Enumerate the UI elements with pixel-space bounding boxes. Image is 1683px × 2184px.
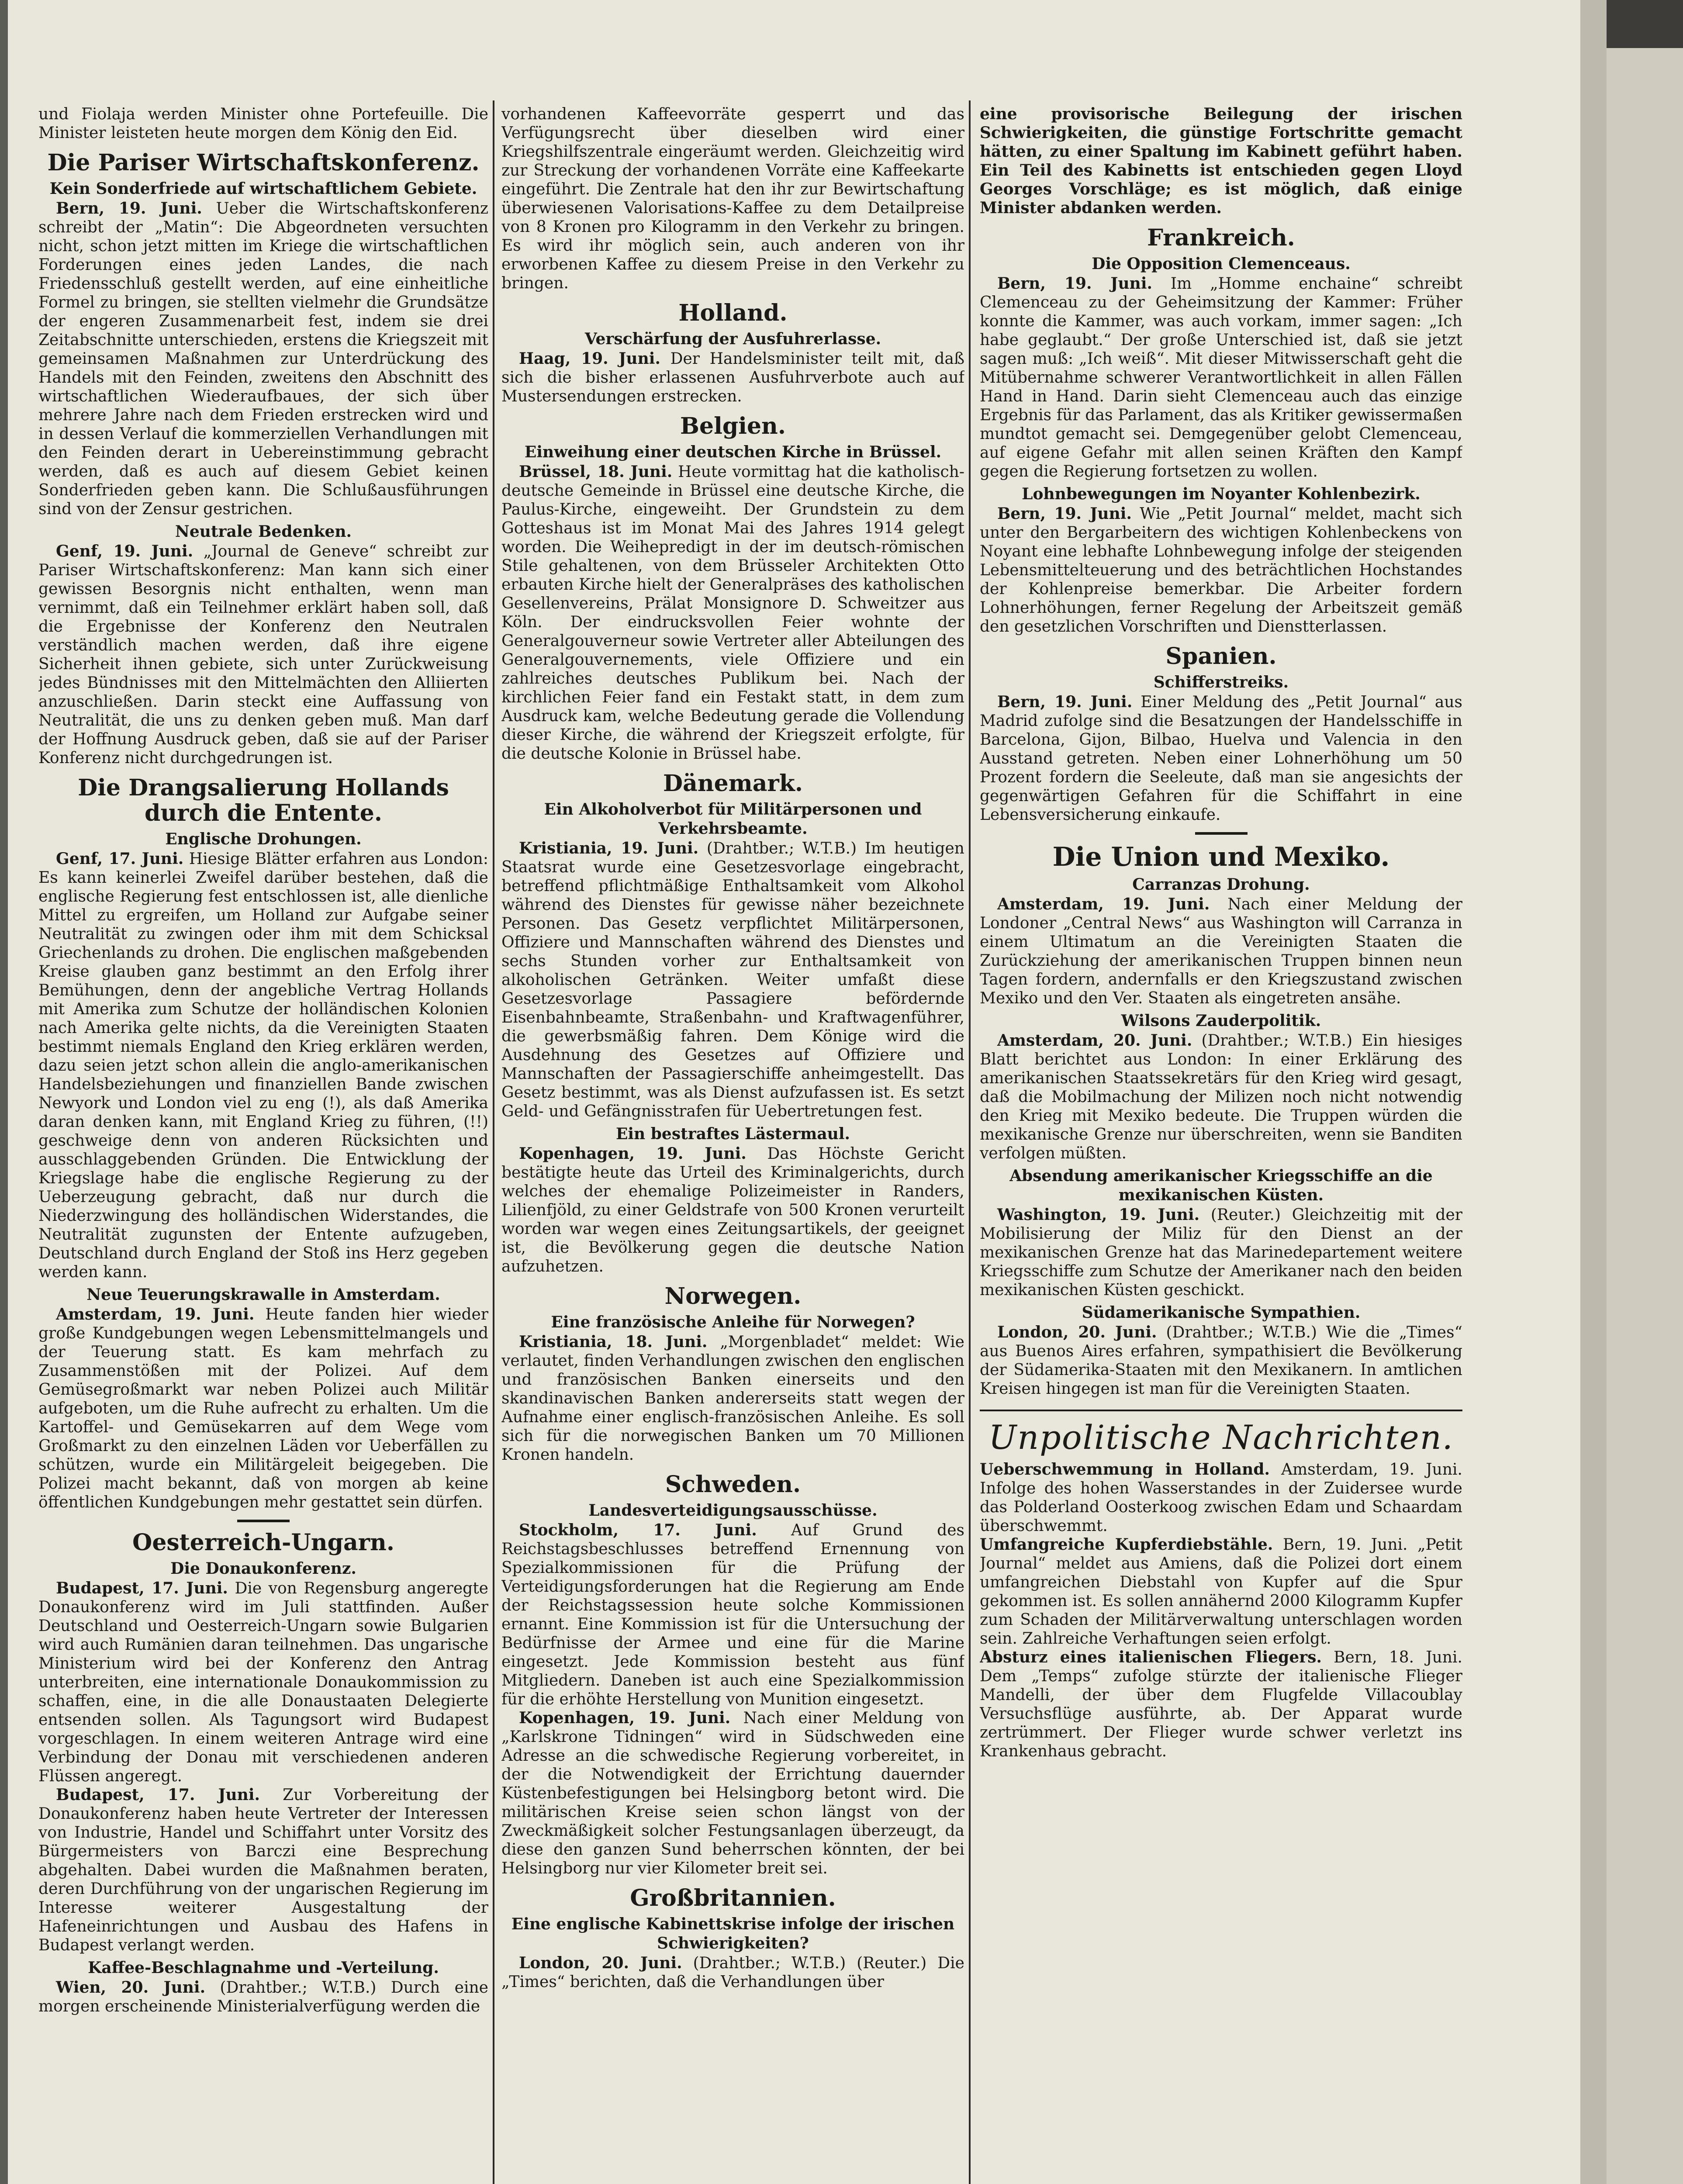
section-heading: Belgien.: [680, 413, 786, 439]
dateline: Stockholm, 17. Juni.: [519, 1521, 757, 1539]
article-text: vorhandenen Kaffeevorräte gesperrt und das Verfügungsrecht über dieselben wird einer Kriegshilfszentrale eingeräumt werden. Gleichzeitig wird zur Streckung der vorhandenen Vorräte eine Kaffeekarte eingeführt. Die Zentrale hat den ihr zur Bewirtschaftung überwiesenen Valorisations-Kaffee zu dem Detailpreise von 8 Kronen pro Kilogramm in den Verkehr zu bringen. Es wird ihr möglich sein, auch anderen von ihr erworbenen Kaffee zu diesem Preise in den Verkehr zu bringen.: [501, 105, 964, 292]
article-text: eine provisorische Beilegung der irischen Schwierigkeiten, die günstige Fortschritte gemacht hätten, zu einer Spaltung im Kabinett geführt haben. Ein Teil des Kabinetts ist entschieden gegen Lloyd Georges Vorschläge; es ist möglich, daß einige Minister abdanken werden.: [980, 105, 1462, 217]
dateline: Amsterdam, 19. Juni.: [56, 1305, 255, 1324]
dateline: Kopenhagen, 19. Juni.: [519, 1144, 746, 1163]
section-heading: Norwegen.: [664, 1283, 802, 1310]
article-subheading: Eine französische Anleihe für Norwegen?: [551, 1313, 915, 1331]
item-heading: Ueberschwemmung in Holland.: [980, 1460, 1270, 1479]
scan-border: [1580, 0, 1683, 2184]
dateline: Genf, 17. Juni.: [56, 850, 184, 868]
article-paragraph: [501, 1333, 964, 1464]
column-rule: [493, 100, 494, 2184]
article-subheading: Eine englische Kabinettskrise infolge der irischen Schwierigkeiten?: [511, 1915, 955, 1952]
article-text: Einer Meldung des „Petit Journal“ aus Madrid zufolge sind die Besatzungen der Handelsschiffe in Barcelona, Gijon, Bilbao, Huelva und Valencia in den Ausstand getreten. Neben einer Lohnerhöhung um 50 Prozent fordern die Seeleute, daß man sie angesichts der gegenwärtigen Gefahren für die Schiffahrt in eine Lebensversicherung einkaufe.: [980, 693, 1462, 824]
article-subheading: Kein Sonderfriede auf wirtschaftlichem Gebiete.: [49, 180, 477, 198]
dateline: Brüssel, 18. Juni.: [519, 463, 673, 481]
article-paragraph: [501, 1709, 964, 1878]
article-text: Bern, 19. Juni. „Petit Journal“ meldet aus Amiens, daß die Polizei dort einem umfangreichen Diebstahl von Kupfer auf die Spur gekommen ist. Es sollen annähernd 2000 Kilogramm Kupfer zum Schaden der Militärverwaltung unterschlagen worden sein. Zahlreiche Verhaftungen seien erfolgt.: [980, 1536, 1462, 1648]
dateline: Kopenhagen, 19. Juni.: [519, 1709, 731, 1727]
section-heading: Dänemark.: [663, 770, 803, 797]
article-subheading: Südamerikanische Sympathien.: [1082, 1303, 1361, 1322]
article-text: Bern, 18. Juni. Dem „Temps“ zufolge stürzte der italienische Flieger Mandelli, der über dem Flugfelde Villacoublay Versuchsflüge ausführte, ab. Der Apparat wurde zertrümmert. Der Flieger wurde schwer verletzt ins Krankenhaus gebracht.: [980, 1648, 1462, 1760]
section-heading: Die Union und Mexiko.: [1052, 842, 1390, 872]
section-heading: Holland.: [678, 300, 788, 326]
article-subheading: Carranzas Drohung.: [1132, 875, 1310, 894]
section-heading: Die Drangsalierung Hollands durch die Entente.: [78, 774, 449, 826]
dateline: Kristiania, 19. Juni.: [519, 839, 699, 857]
page-fold: [1580, 0, 1607, 2184]
article-text: (Drahtber.; W.T.B.) Im heutigen Staatsrat wurde eine Gesetzesvorlage eingebracht, betreffend pflichtmäßige Enthaltsamkeit vom Alkohol während des Dienstes für gewisse näher bezeichnete Personen. Das Gesetz verpflichtet Militärpersonen, Offiziere und Mannschaften während des Dienstes und sechs Stunden vorher zur Enthaltsamkeit von alkoholischen Getränken. Weiter umfaßt diese Gesetzesvorlage Passagiere befördernde Eisenbahnbeamte, Straßenbahn- und Kraftwagenführer, die gewerbsmäßig fahren. Dem Könige wird die Ausdehnung des Gesetzes auf Offiziere und Mannschaften der Passagierschiffe anheimgestellt. Das Gesetz bestimmt, was als Dienst aufzufassen ist. Es setzt Geld- und Gefängnisstrafen für Uebertretungen fest.: [501, 840, 964, 1120]
article-paragraph: [980, 895, 1462, 1008]
article-text: Amsterdam, 19. Juni. Infolge des hohen Wasserstandes in der Zuidersee wurde das Polderland Oosterkoog zwischen Edam und Schaardam überschwemmt.: [980, 1461, 1462, 1535]
article-subheading: Neutrale Bedenken.: [175, 522, 352, 541]
article-text: Heute fanden hier wieder große Kundgebungen wegen Lebensmittelmangels und der Teuerung statt. Es kam mehrfach zu Zusammenstößen mit der Polizei. Auf dem Gemüsegroßmarkt war neben Polizei auch Militär aufgeboten, um die Ruhe aufrecht zu erhalten. Um die Kartoffel- und Gemüsekarren auf dem Wege vom Großmarkt zu den einzelnen Läden vor Ueberfällen zu schützen, wurde ein Militärgeleit beigegeben. Die Polizei macht bekannt, daß von morgen ab keine öffentlichen Kundgebungen mehr gestattet sein dürfen.: [38, 1306, 488, 1511]
section-heading: Spanien.: [1165, 643, 1277, 670]
article-text: Das Höchste Gericht bestätigte heute das Urteil des Kriminalgerichts, durch welches der ehemalige Polizeimeister in Randers, Lilienfjöld, zu einer Geldstrafe von 500 Kronen verurteilt worden war wegen eines Zeitungsartikels, der geeignet ist, die Bevölkerung gegen die deutsche Nation aufzuhetzen.: [501, 1145, 964, 1275]
article-text: (Drahtber.; W.T.B.) (Reuter.) Die „Times“ berichten, daß die Verhandlungen über: [501, 1954, 964, 1991]
article-text: Zur Vorbereitung der Donaukonferenz haben heute Vertreter der Interessen von Industrie, Handel und Schiffahrt unter Vorsitz des Bürgermeisters von Barczi eine Besprechung abgehalten. Dabei wurden die Maßnahmen beraten, deren Durchführung von der ungarischen Regierung im Interesse weiterer Ausgestaltung der Hafeneinrichtungen und Ausbau des Hafens in Budapest verlangt werden.: [38, 1786, 488, 1954]
section-heading: Frankreich.: [1147, 225, 1295, 251]
column-rule: [969, 100, 971, 2184]
dateline: London, 20. Juni.: [519, 1954, 682, 1972]
article-subheading: Die Opposition Clemenceaus.: [1092, 255, 1351, 273]
item-heading: Absturz eines italienischen Fliegers.: [980, 1648, 1322, 1666]
dateline: Bern, 19. Juni.: [997, 693, 1133, 711]
article-text: „Journal de Geneve“ schreibt zur Pariser Wirtschaftskonferenz: Man kann sich einer gewissen Besorgnis nicht enthalten, wenn man vernimmt, daß ein Teilnehmer erklärt haben soll, daß die Ergebnisse der Konferenz den Neutralen verständlich machen werden, daß ihre eigene Sicherheit ihnen gebiete, sich unter Zurückweisung jedes Bündnisses mit den Mittelmächten den Alliierten anzuschließen. Darin steckt eine Auffassung von Neutralität, die uns zu denken geben muß. Man darf der Hoffnung Ausdruck geben, daß sie auf der Pariser Konferenz nicht durchgedrungen ist.: [38, 543, 488, 767]
dateline: Washington, 19. Juni.: [997, 1206, 1200, 1224]
column-right: [980, 105, 1462, 2184]
article-text: Der Handelsminister teilt mit, daß sich die bisher erlassenen Ausfuhrverbote auch auf Mustersendungen erstrecken.: [501, 350, 964, 405]
article-subheading: Ein bestraftes Lästermaul.: [615, 1125, 850, 1143]
article-paragraph: [38, 199, 488, 518]
article-paragraph: [980, 1031, 1462, 1163]
article-paragraph: [501, 349, 964, 406]
dateline: Haag, 19. Juni.: [519, 349, 660, 368]
column-middle: [501, 105, 964, 2184]
article-paragraph: [38, 1305, 488, 1512]
article-subheading: Verschärfung der Ausfuhrerlasse.: [584, 330, 881, 348]
article-paragraph: [980, 1206, 1462, 1299]
dateline: Genf, 19. Juni.: [56, 542, 194, 560]
dateline: Bern, 19. Juni.: [997, 505, 1132, 523]
item-heading: Umfangreiche Kupferdiebstähle.: [980, 1535, 1273, 1554]
dateline: Wien, 20. Juni.: [56, 1978, 206, 1997]
article-paragraph: [980, 274, 1462, 481]
article-subheading: Einweihung einer deutschen Kirche in Brüssel.: [524, 443, 942, 461]
article-paragraph: [501, 839, 964, 1121]
article-subheading: Die Donaukonferenz.: [170, 1559, 356, 1578]
article-subheading: Englische Drohungen.: [165, 830, 362, 848]
dateline: London, 20. Juni.: [997, 1323, 1157, 1341]
article-text: Hiesige Blätter erfahren aus London: Es kann keinerlei Zweifel darüber bestehen, daß die englische Regierung fest entschlossen ist, alle dienliche Mittel zu ergreifen, um Holland zur Aufgabe seiner Neutralität zu zwingen oder ihm mit dem Schicksal Griechenlands zu drohen. Die englischen maßgebenden Kreise glauben ganz bestimmt an den Erfolg ihrer Bemühungen, denn der angebliche Vertrag Hollands mit Amerika zum Schutze der holländischen Kolonien nach Amerika gelte nichts, da die Vereinigten Staaten bestimmt niemals England den Krieg erklären werden, dazu seien jetzt schon allein die anglo-amerikanischen Handelsbeziehungen und finanziellen Bande zwischen Newyork und London viel zu eng (!), als daß Amerika daran denken kann, mit England Krieg zu führen, (!!) geschweige denn von anderen Rücksichten und ausschlaggebenden Gründen. Die Entwicklung der Kriegslage habe die englische Regierung zu der Ueberzeugung gebracht, daß nur durch die Niederzwingung des holländischen Widerstandes, die Neutralität zugunsten der Entente aufzugeben, Deutschland durch England der Stoß ins Herz gegeben werden kann.: [38, 850, 488, 1281]
newspaper-page: [8, 0, 1580, 2184]
column-left: [38, 105, 488, 2184]
section-heading: Die Pariser Wirtschaftskonferenz.: [47, 149, 480, 176]
article-paragraph: [501, 1521, 964, 1709]
article-subheading: Kaffee-Beschlagnahme und -Verteilung.: [88, 1959, 439, 1977]
article-paragraph: [501, 463, 964, 763]
section-divider: [237, 1520, 290, 1522]
dateline: Budapest, 17. Juni.: [56, 1579, 228, 1597]
article-subheading: Absendung amerikanischer Kriegsschiffe an die mexikanischen Küsten.: [1009, 1167, 1433, 1204]
article-text: Nach einer Meldung der Londoner „Central News“ aus Washington will Carranza in einem Ultimatum an die Vereinigten Staaten die Zurückziehung der amerikanischen Truppen binnen neun Tagen fordern, andernfalls er den Kriegszustand zwischen Mexiko und den Ver. Staaten als eingetreten ansähe.: [980, 895, 1462, 1007]
article-subheading: Wilsons Zauderpolitik.: [1121, 1012, 1321, 1030]
section-heading: Unpolitische Nachrichten.: [988, 1418, 1454, 1457]
article-text: Heute vormittag hat die katholisch-deutsche Gemeinde in Brüssel eine deutsche Kirche, die Paulus-Kirche, eingeweiht. Der Grundstein zu dem Gotteshaus ist im Monat Mai des Jahres 1914 gelegt worden. Die Weihepredigt in der im deutsch-römischen Stile gehaltenen, von dem Brüsseler Architekten Otto erbauten Kirche hielt der Generalpräses des katholischen Gesellenvereins, Prälat Monsignore D. Schweitzer aus Köln. Der eindrucksvollen Feier wohnte der Generalgouverneur sowie Vertreter aller Abteilungen des Generalgouvernements, viele Offiziere und ein zahlreiches deutsches Publikum bei. Nach der kirchlichen Feier fand ein Festakt statt, in dem zum Ausdruck kam, welche Bedeutung gerade die Vollendung dieser Kirche, die während der Kriegszeit erfolgte, für die deutsche Kolonie in Brüssel habe.: [501, 463, 964, 763]
article-paragraph: [980, 1323, 1462, 1398]
dateline: Amsterdam, 20. Juni.: [997, 1031, 1192, 1050]
article-paragraph: [38, 542, 488, 767]
dateline: Kristiania, 18. Juni.: [519, 1333, 708, 1351]
article-paragraph: [38, 1579, 488, 1786]
article-paragraph: [980, 1535, 1462, 1648]
article-text: Die von Regensburg angeregte Donaukonferenz wird im Juli stattfinden. Außer Deutschland und Oesterreich-Ungarn sowie Bulgarien wird auch Rumänien daran teilnehmen. Das ungarische Ministerium wird bei der Konferenz den Antrag unterbreiten, eine internationale Donaukommission zu schaffen, eine, in die alle Donaustaaten Delegierte entsenden sollen. Als Tagungsort wird Budapest vorgeschlagen. In einem weiteren Antrage wird eine Verbindung der Donau mit verschiedenen anderen Flüssen angeregt.: [38, 1579, 488, 1785]
article-paragraph: [980, 505, 1462, 636]
article-text: Im „Homme enchaine“ schreibt Clemenceau zu der Geheimsitzung der Kammer: Früher konnte die Kammer, was auch vorkam, immer sagen: „Ich habe geglaubt.“ Der große Unterschied ist, daß sie jetzt sagen muß: „Ich weiß“. Mit dieser Mitwisserschaft geht die Mitübernahme schwerer Verantwortlichkeit in allen Fällen Hand in Hand. Darin sieht Clemenceau auch das einzige Ergebnis für das Parlament, das als Kritiker gewissermaßen mundtot gemacht sei. Demgegenüber gelobt Clemenceau, auf eigene Gefahr mit allen seinen Kräften den Kampf gegen die Regierung fortsetzen zu wollen.: [980, 275, 1462, 480]
article-text: und Fiolaja werden Minister ohne Portefeuille. Die Minister leisteten heute morgen dem König den Eid.: [38, 105, 488, 142]
dateline: Budapest, 17. Juni.: [56, 1786, 260, 1804]
article-text: (Drahtber.; W.T.B.) Durch eine morgen erscheinende Ministerialverfügung werden die: [38, 1979, 488, 2015]
dateline: Bern, 19. Juni.: [56, 199, 202, 218]
article-subheading: Ein Alkoholverbot für Militärpersonen und Verkehrsbeamte.: [544, 800, 922, 838]
article-paragraph: [38, 1786, 488, 1955]
article-paragraph: [980, 693, 1462, 824]
section-divider: [1195, 832, 1248, 835]
dateline: Bern, 19. Juni.: [997, 274, 1153, 293]
article-text: Nach einer Meldung von „Karlskrone Tidningen“ wird in Südschweden eine Adresse an die schwedische Regierung vorbereitet, in der die Notwendigkeit der Errichtung dauernder Küstenbefestigungen bei Helsingborg betont wird. Die militärischen Kreise seien schon längst von der Zweckmäßigkeit solcher Festungsanlagen überzeugt, da diese den ganzen Sund beherrschen könnten, der bei Helsingborg nur vier Kilometer breit sei.: [501, 1709, 964, 1877]
article-subheading: Neue Teuerungskrawalle in Amsterdam.: [86, 1286, 440, 1304]
article-subheading: Lohnbewegungen im Noyanter Kohlenbezirk.: [1022, 485, 1420, 503]
article-text: (Drahtber.; W.T.B.) Wie die „Times“ aus Buenos Aires erfahren, sympathisiert die Bevölkerung der Südamerika-Staaten mit den Mexikanern. In amtlichen Kreisen hingegen ist man für die Vereinigten Staaten.: [980, 1324, 1462, 1398]
article-paragraph: [38, 850, 488, 1282]
article-paragraph: [980, 1460, 1462, 1535]
article-subheading: Landesverteidigungsausschüsse.: [588, 1501, 878, 1520]
article-text: Auf Grund des Reichstagsbeschlusses betreffend Ernennung von Spezialkommissionen für die Prüfung der Verteidigungsforderungen hat die Regierung am Ende der Reichstagssession heute solche Kommissionen ernannt. Eine Kommission ist für die Untersuchung der Bedürfnisse der Armee und eine für die Marine eingesetzt. Jede Kommission besteht aus fünf Mitgliedern. Daneben ist auch eine Spezialkommission für die erhöhte Herstellung von Munition eingesetzt.: [501, 1521, 964, 1708]
section-heading: Oesterreich-Ungarn.: [132, 1529, 394, 1556]
article-paragraph: [38, 1978, 488, 2016]
article-paragraph: [501, 1954, 964, 1991]
article-subheading: Schifferstreiks.: [1153, 673, 1289, 691]
article-paragraph: [501, 1144, 964, 1276]
section-heading: Schweden.: [665, 1471, 801, 1498]
article-text: (Reuter.) Gleichzeitig mit der Mobilisierung der Miliz für den Dienst an der mexikanischen Grenze hat das Marinedepartement weitere Kriegsschiffe zum Schutze der Amerikaner nach den beiden mexikanischen Küsten geschickt.: [980, 1206, 1462, 1299]
article-paragraph: [980, 1648, 1462, 1761]
dateline: Amsterdam, 19. Juni.: [997, 895, 1210, 913]
article-text: (Drahtber.; W.T.B.) Ein hiesiges Blatt berichtet aus London: In einer Erklärung des amerikanischen Staatssekretärs für den Krieg wird gesagt, daß die Mobilmachung der Milizen noch nicht notwendig den Krieg mit Mexiko bedeute. Die Truppen würden die mexikanische Grenze nur überschreiten, wenn sie Banditen verfolgen müßten.: [980, 1032, 1462, 1162]
article-text: Wie „Petit Journal“ meldet, macht sich unter den Bergarbeitern des wichtigen Kohlenbeckens von Noyant eine lebhafte Lohnbewegung infolge der steigenden Lebensmittelteuerung und des beträchtlichen Hochstandes der Kohlenpreise bemerkbar. Die Arbeiter fordern Lohnerhöhungen, ferner Regelung der Arbeitszeit gemäß den gesetzlichen Vorschriften und Dienstterlassen.: [980, 505, 1462, 636]
next-sheet-edge: [1607, 48, 1683, 2184]
article-text: Ueber die Wirtschaftskonferenz schreibt der „Matin“: Die Abgeordneten versuchten nicht, schon jetzt mitten im Kriege die wirtschaftlichen Forderungen eines jeden Landes, die nach Friedensschluß gestellt werden, auf eine einheitliche Formel zu bringen, sie stellten vielmehr die Grundsätze der engeren Zusammenarbeit fest, indem sie drei Zeitabschnitte unterschieden, erstens die Kriegszeit mit gemeinsamen Maßnahmen zur Unterdrückung des Handels mit den Feinden, zweitens den Abschnitt des wirtschaftlichen Wiederaufbaues, der sich über mehrere Jahre nach dem Frieden erstrecken wird und in dessen Verlauf die kommerziellen Verhandlungen mit den Feinden derart in Uebereinstimmung gebracht werden, daß es auch auf diesem Gebiet keinen Sonderfrieden geben kann. Die Schlußausführungen sind von der Zensur gestrichen.: [38, 200, 488, 518]
section-divider: [980, 1410, 1462, 1411]
article-text: „Morgenbladet“ meldet: Wie verlautet, finden Verhandlungen zwischen den englischen und französischen Banken einerseits und den skandinavischen Banken andererseits statt wegen der Aufnahme einer englisch-französischen Anleihe. Es soll sich für die norwegischen Banken um 70 Millionen Kronen handeln.: [501, 1333, 964, 1464]
section-heading: Großbritannien.: [630, 1885, 836, 1911]
